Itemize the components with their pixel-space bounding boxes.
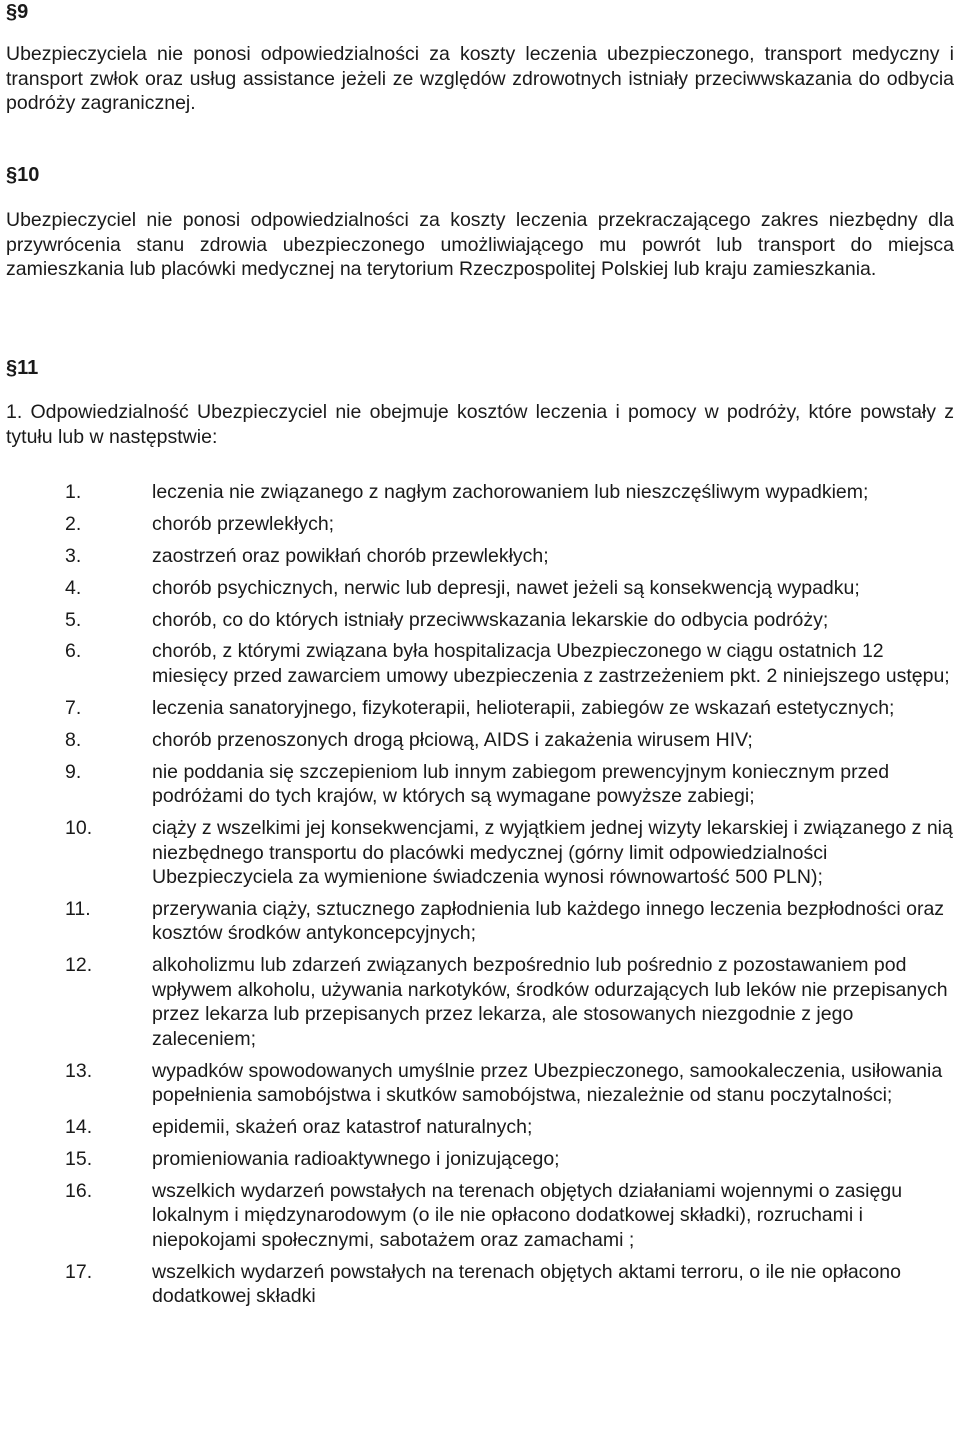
section-11-heading: §11 xyxy=(6,357,39,379)
list-item xyxy=(6,1115,954,1140)
exclusions-list xyxy=(6,480,954,1316)
list-item xyxy=(6,1260,954,1309)
list-item-number: 11. xyxy=(65,897,91,920)
list-item-text: chorób, co do których istniały przeciwwskazania lekarskie do odbycia podróży; xyxy=(152,608,829,631)
list-item-text: nie poddania się szczepieniom lub innym zabiegom prewencyjnym koniecznym przed podróżami do tych krajów, w których są wymagane powyższe zabiegi; xyxy=(152,760,890,808)
list-item-text: zaostrzeń oraz powikłań chorób przewlekłych; xyxy=(152,544,549,567)
list-item xyxy=(6,576,954,601)
list-item xyxy=(6,480,954,505)
list-item xyxy=(6,816,954,890)
section-10-heading: §10 xyxy=(6,164,40,186)
section-11-intro: 1. Odpowiedzialność Ubezpieczyciel nie obejmuje kosztów leczenia i pomocy w podróży, które powstały z tytułu lub w następstwie: xyxy=(6,401,954,448)
list-item-number: 9. xyxy=(65,760,82,783)
list-item-number: 2. xyxy=(65,512,82,535)
list-item xyxy=(6,760,954,809)
section-9-paragraph: Ubezpieczyciela nie ponosi odpowiedzialności za koszty leczenia ubezpieczonego, transport medyczny i transport zwłok oraz usług assistance jeżeli ze względów zdrowotnych istniały przeciwwskazania do odbycia podróży zagranicznej. xyxy=(6,43,954,114)
list-item-text: alkoholizmu lub zdarzeń związanych bezpośrednio lub pośrednio z pozostawaniem pod wpływem alkoholu, używania narkotyków, środków odurzających lub leków nie przepisanych przez lekarza lub przepisanych przez lekarza, ale stosowanych niezgodnie z jego zaleceniem; xyxy=(152,954,948,1050)
list-item xyxy=(6,696,954,721)
list-item-number: 13. xyxy=(65,1059,93,1082)
list-item-text: chorób przenoszonych drogą płciową, AIDS i zakażenia wirusem HIV; xyxy=(152,728,753,751)
list-item xyxy=(6,897,954,946)
list-item-text: promieniowania radioaktywnego i jonizującego; xyxy=(152,1147,560,1170)
list-item xyxy=(6,1179,954,1253)
list-item-number: 15. xyxy=(65,1147,93,1170)
list-item-number: 4. xyxy=(65,576,82,599)
list-item-text: wszelkich wydarzeń powstałych na terenach objętych działaniami wojennymi o zasięgu lokalnym i międzynarodowym (o ile nie opłacono dodatkowej składki), rozruchami i niepokojami społecznymi, sabotażem oraz zamachami ; xyxy=(152,1179,903,1251)
list-item-number: 10. xyxy=(65,817,93,840)
list-item-text: chorób przewlekłych; xyxy=(152,512,335,535)
list-item-number: 8. xyxy=(65,728,82,751)
list-item-number: 1. xyxy=(65,481,82,503)
list-item-text: epidemii, skażeń oraz katastrof naturalnych; xyxy=(152,1116,533,1139)
list-item xyxy=(6,544,954,569)
list-item-number: 3. xyxy=(65,544,82,567)
section-9-heading: §9 xyxy=(6,1,29,23)
list-item-number: 14. xyxy=(65,1116,93,1139)
section-10-paragraph: Ubezpieczyciel nie ponosi odpowiedzialności za koszty leczenia przekraczającego zakres niezbędny dla przywrócenia stanu zdrowia ubezpieczonego umożliwiającego mu powrót lub transport do miejsca zamieszkania lub placówki medycznej na terytorium Rzeczpospolitej Polskiej lub kraju zamieszkania. xyxy=(6,209,954,280)
list-item-text: leczenia nie związanego z nagłym zachorowaniem lub nieszczęśliwym wypadkiem; xyxy=(152,481,869,503)
list-item-text: wszelkich wydarzeń powstałych na terenach objętych aktami terroru, o ile nie opłacono dodatkowej składki xyxy=(152,1260,901,1308)
list-item xyxy=(6,512,954,537)
list-item-number: 5. xyxy=(65,608,82,631)
list-item xyxy=(6,639,954,688)
list-item-number: 17. xyxy=(65,1260,93,1283)
list-item-number: 7. xyxy=(65,696,82,719)
list-item xyxy=(6,1059,954,1108)
list-item xyxy=(6,953,954,1051)
list-item-text: chorób, z którymi związana była hospitalizacja Ubezpieczonego w ciągu ostatnich 12 miesięcy przed zawarciem umowy ubezpieczenia z zastrzeżeniem pkt. 2 niniejszego ustępu; xyxy=(152,640,950,687)
list-item-text: wypadków spowodowanych umyślnie przez Ubezpieczonego, samookaleczenia, usiłowania popełnienia samobójstwa i skutków samobójstwa, niezależnie od stanu poczytalności; xyxy=(152,1059,943,1107)
list-item-number: 16. xyxy=(65,1179,93,1202)
list-item-number: 12. xyxy=(65,954,93,977)
list-item xyxy=(6,1147,954,1172)
list-item-text: przerywania ciąży, sztucznego zapłodnienia lub każdego innego leczenia bezpłodności oraz kosztów środków antykoncepcyjnych; xyxy=(152,897,945,945)
list-item xyxy=(6,608,954,633)
list-item-number: 6. xyxy=(65,640,82,663)
list-item-text: leczenia sanatoryjnego, fizykoterapii, helioterapii, zabiegów ze wskazań estetycznych; xyxy=(152,696,895,719)
list-item xyxy=(6,728,954,753)
list-item-text: chorób psychicznych, nerwic lub depresji, nawet jeżeli są konsekwencją wypadku; xyxy=(152,576,860,599)
list-item-text: ciąży z wszelkimi jej konsekwencjami, z wyjątkiem jednej wizyty lekarskiej i związanego z nią niezbędnego transportu do placówki medycznej (górny limit odpowiedzialności Ubezpieczyciela za wymienione świadczenia wynosi równowartość 500 PLN); xyxy=(152,817,953,889)
